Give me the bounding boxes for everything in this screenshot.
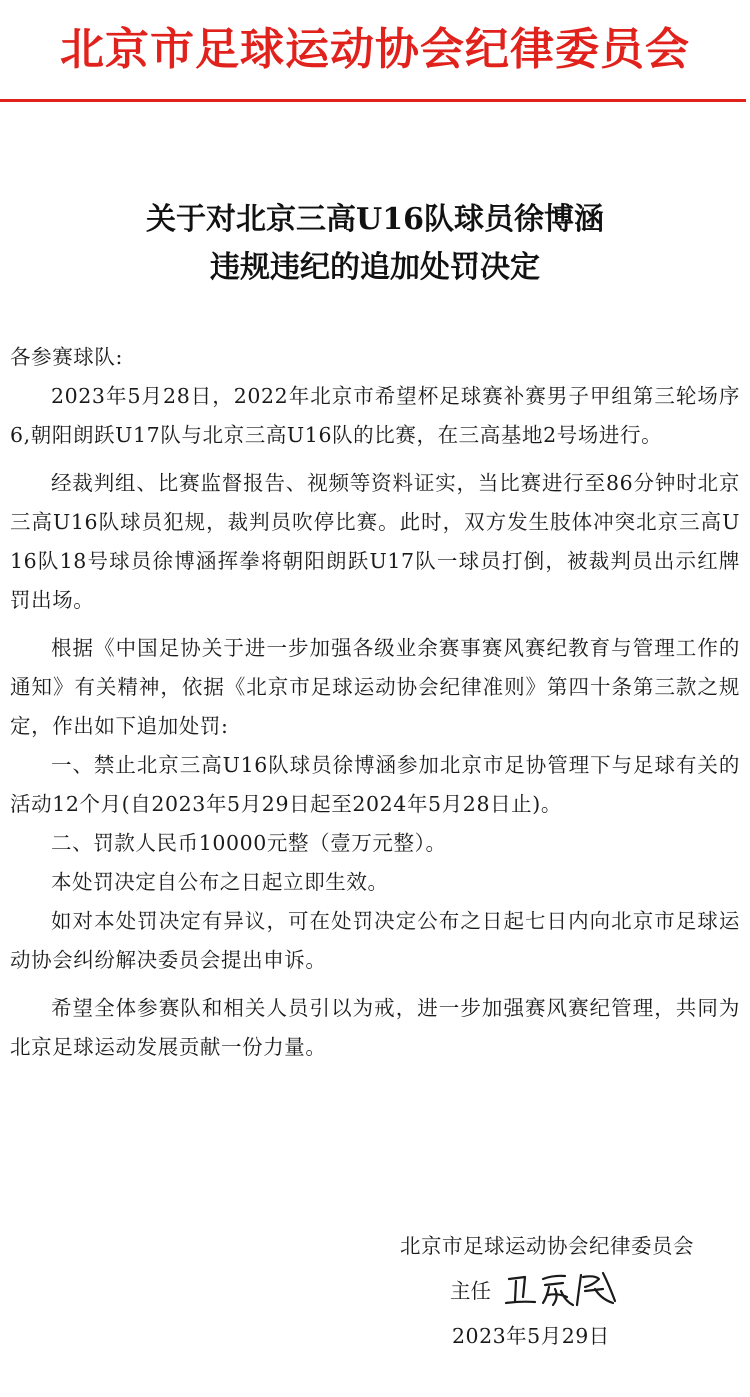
paragraph-appeal: 如对本处罚决定有异议，可在处罚决定公布之日起七日内向北京市足球运动协会纠纷解决委员会提出申诉。 [10,909,740,972]
signature-organization: 北京市足球运动协会纪律委员会 [400,1234,694,1258]
signature-date: 2023年5月29日 [452,1324,610,1348]
document-title-line-2: 违规违纪的追加处罚决定 [210,250,540,285]
director-signature-line [450,1266,623,1312]
salutation: 各参赛球队: [10,345,124,369]
paragraph-incident: 2023年5月28日，2022年北京市希望杯足球赛补赛男子甲组第三轮场序6,朝阳朗跃U17队与北京三高U16队的比赛，在三高基地2号场进行。 [10,384,740,447]
signature-block [400,1226,694,1266]
penalty-item-2: 二、罚款人民币10000元整（壹万元整）。 [51,831,447,855]
paragraph-findings: 经裁判组、比赛监督报告、视频等资料证实，当比赛进行至86分钟时北京三高U16队球员犯规，裁判员吹停比赛。此时，双方发生肢体冲突北京三高U16队18号球员徐博涵挥拳将朝阳朗跃U17队一球员打倒，被裁判员出示红牌罚出场。 [10,471,740,612]
paragraph-basis: 根据《中国足协关于进一步加强各级业余赛事赛风赛纪教育与管理工作的通知》有关精神，依据《北京市足球运动协会纪律准则》第四十条第三款之规定，作出如下追加处罚: [10,636,740,738]
header-divider [0,99,746,102]
document-title [0,196,750,292]
organization-header: 北京市足球运动协会纪律委员会 [60,24,690,75]
handwritten-signature [503,1267,623,1311]
penalty-item-1: 一、禁止北京三高U16队球员徐博涵参加北京市足协管理下与足球有关的活动12个月(自2023年5月29日起至2024年5月28日止)。 [10,753,740,816]
director-label: 主任 [450,1279,491,1303]
paragraph-closing: 希望全体参赛队和相关人员引以为戒，进一步加强赛风赛纪管理，共同为北京足球运动发展贡献一份力量。 [10,996,740,1059]
document-body [10,338,740,1067]
paragraph-effective: 本处罚决定自公布之日起立即生效。 [51,870,389,894]
document-title-line-1: 关于对北京三高U16队球员徐博涵 [146,202,604,237]
